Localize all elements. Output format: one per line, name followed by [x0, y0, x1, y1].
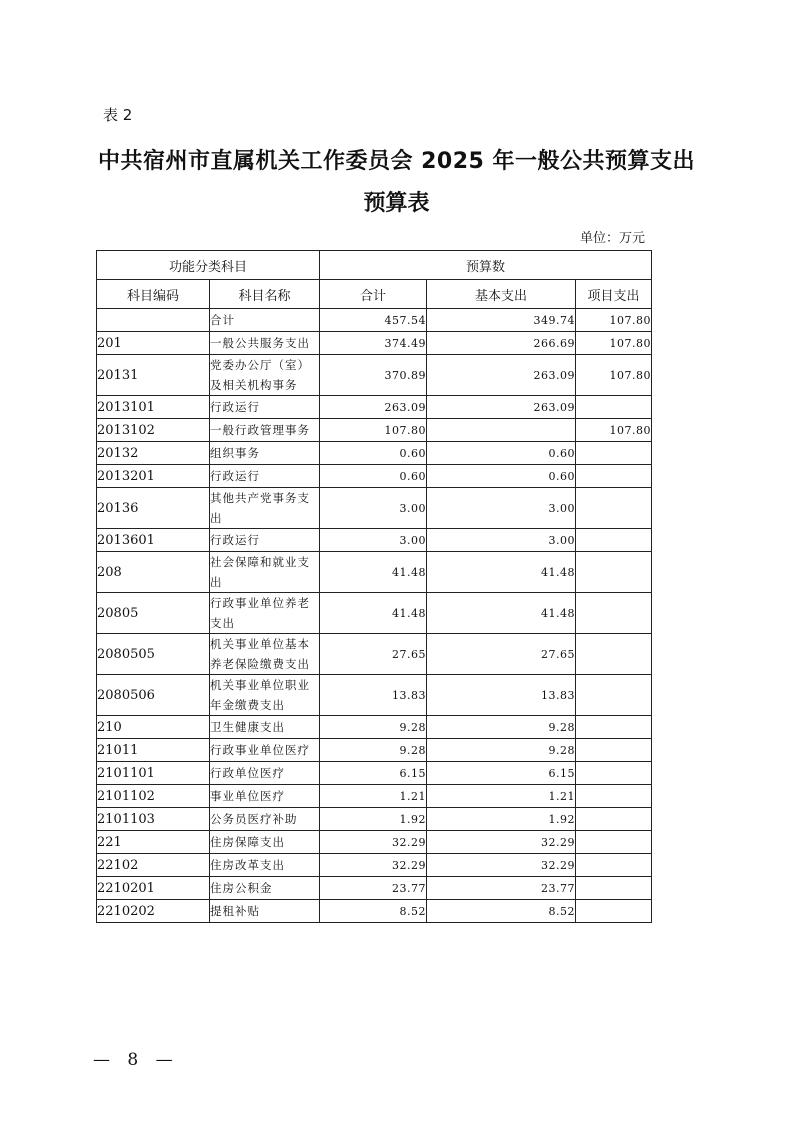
row-code-cell: 210 — [97, 716, 210, 739]
row-code-cell: 2210202 — [97, 900, 210, 923]
row-name-cell: 提租补贴 — [210, 900, 320, 923]
column-header-total: 合计 — [320, 280, 427, 309]
row-code-cell: 20131 — [97, 355, 210, 396]
document-title-line2: 预算表 — [363, 191, 430, 216]
row-name-cell: 行政运行 — [210, 396, 320, 419]
row-total-cell: 3.00 — [320, 488, 427, 529]
row-name-cell: 组织事务 — [210, 442, 320, 465]
row-basic-cell: 41.48 — [427, 552, 576, 593]
table-row — [97, 465, 652, 488]
row-project-cell — [576, 593, 652, 634]
group-header-budget: 预算数 — [320, 251, 652, 280]
row-basic-cell: 9.28 — [427, 739, 576, 762]
column-header-row — [97, 280, 652, 309]
row-project-cell — [576, 808, 652, 831]
row-name-cell: 公务员医疗补助 — [210, 808, 320, 831]
row-total-cell: 32.29 — [320, 831, 427, 854]
row-code-cell: 2101102 — [97, 785, 210, 808]
table-row — [97, 634, 652, 675]
table-row — [97, 831, 652, 854]
row-basic-cell: 13.83 — [427, 675, 576, 716]
row-code-cell: 2101103 — [97, 808, 210, 831]
row-basic-cell: 3.00 — [427, 488, 576, 529]
row-total-cell: 6.15 — [320, 762, 427, 785]
table-row — [97, 396, 652, 419]
row-name-cell: 事业单位医疗 — [210, 785, 320, 808]
row-project-cell — [576, 552, 652, 593]
row-name-cell: 一般公共服务支出 — [210, 332, 320, 355]
row-project-cell — [576, 488, 652, 529]
table-row — [97, 442, 652, 465]
table-row — [97, 739, 652, 762]
row-project-cell — [576, 442, 652, 465]
row-code-cell: 20136 — [97, 488, 210, 529]
row-name-cell: 机关事业单位职业年金缴费支出 — [210, 675, 320, 716]
page-number: — 8 — — [93, 1050, 179, 1070]
table-row — [97, 593, 652, 634]
row-total-cell: 41.48 — [320, 593, 427, 634]
row-project-cell — [576, 716, 652, 739]
table-row — [97, 332, 652, 355]
row-code-cell: 2013601 — [97, 529, 210, 552]
table-row — [97, 355, 652, 396]
row-code-cell: 2013201 — [97, 465, 210, 488]
table-row — [97, 785, 652, 808]
row-project-cell: 107.80 — [576, 419, 652, 442]
row-name-cell: 行政运行 — [210, 529, 320, 552]
row-project-cell — [576, 675, 652, 716]
row-name-cell: 党委办公厅（室）及相关机构事务 — [210, 355, 320, 396]
row-project-cell — [576, 877, 652, 900]
row-total-cell: 374.49 — [320, 332, 427, 355]
unit-label: 单位：万元 — [579, 231, 645, 246]
row-project-cell — [576, 785, 652, 808]
row-total-cell: 370.89 — [320, 355, 427, 396]
row-name-cell: 行政事业单位养老支出 — [210, 593, 320, 634]
row-code-cell: 208 — [97, 552, 210, 593]
table-row — [97, 716, 652, 739]
row-code-cell: 2013102 — [97, 419, 210, 442]
row-code-cell: 2080506 — [97, 675, 210, 716]
row-code-cell: 221 — [97, 831, 210, 854]
table-row — [97, 900, 652, 923]
row-total-cell: 23.77 — [320, 877, 427, 900]
row-basic-cell: 1.92 — [427, 808, 576, 831]
row-total-cell: 107.80 — [320, 419, 427, 442]
row-code-cell: 22102 — [97, 854, 210, 877]
row-project-cell — [576, 529, 652, 552]
row-total-cell: 13.83 — [320, 675, 427, 716]
table-row — [97, 419, 652, 442]
row-total-cell: 263.09 — [320, 396, 427, 419]
row-total-cell: 9.28 — [320, 716, 427, 739]
row-name-cell: 行政运行 — [210, 465, 320, 488]
row-basic-cell: 1.21 — [427, 785, 576, 808]
row-code-cell: 201 — [97, 332, 210, 355]
row-project-cell — [576, 900, 652, 923]
row-code-cell: 20132 — [97, 442, 210, 465]
row-basic-cell: 263.09 — [427, 355, 576, 396]
row-basic-cell: 349.74 — [427, 309, 576, 332]
row-total-cell: 27.65 — [320, 634, 427, 675]
row-total-cell: 1.21 — [320, 785, 427, 808]
row-name-cell: 社会保障和就业支出 — [210, 552, 320, 593]
group-header-function: 功能分类科目 — [97, 251, 320, 280]
row-total-cell: 32.29 — [320, 854, 427, 877]
row-total-cell: 1.92 — [320, 808, 427, 831]
column-header-name: 科目名称 — [210, 280, 320, 309]
row-code-cell: 20805 — [97, 593, 210, 634]
row-total-cell: 8.52 — [320, 900, 427, 923]
column-header-code: 科目编码 — [97, 280, 210, 309]
row-total-cell: 9.28 — [320, 739, 427, 762]
row-basic-cell: 8.52 — [427, 900, 576, 923]
row-project-cell — [576, 854, 652, 877]
document-title: 中共宿州市直属机关工作委员会 2025 年一般公共预算支出 — [97, 149, 696, 174]
row-total-cell: 0.60 — [320, 442, 427, 465]
row-total-cell: 3.00 — [320, 529, 427, 552]
row-name-cell: 卫生健康支出 — [210, 716, 320, 739]
row-basic-cell: 32.29 — [427, 831, 576, 854]
row-name-cell: 住房公积金 — [210, 877, 320, 900]
row-basic-cell: 263.09 — [427, 396, 576, 419]
row-name-cell: 其他共产党事务支出 — [210, 488, 320, 529]
table-number: 表 2 — [103, 106, 133, 124]
row-code-cell: 2210201 — [97, 877, 210, 900]
row-basic-cell: 6.15 — [427, 762, 576, 785]
table-row — [97, 808, 652, 831]
table-row — [97, 309, 652, 332]
row-project-cell — [576, 465, 652, 488]
table-row — [97, 675, 652, 716]
row-name-cell: 住房保障支出 — [210, 831, 320, 854]
row-total-cell: 457.54 — [320, 309, 427, 332]
row-code-cell: 2080505 — [97, 634, 210, 675]
column-header-project: 项目支出 — [576, 280, 652, 309]
row-code-cell — [97, 309, 210, 332]
row-project-cell — [576, 762, 652, 785]
row-basic-cell — [427, 419, 576, 442]
row-basic-cell: 41.48 — [427, 593, 576, 634]
row-project-cell — [576, 634, 652, 675]
row-total-cell: 0.60 — [320, 465, 427, 488]
row-basic-cell: 3.00 — [427, 529, 576, 552]
table-row — [97, 488, 652, 529]
row-project-cell — [576, 831, 652, 854]
row-code-cell: 2101101 — [97, 762, 210, 785]
row-basic-cell: 32.29 — [427, 854, 576, 877]
row-name-cell: 一般行政管理事务 — [210, 419, 320, 442]
group-header-row — [97, 251, 652, 280]
row-project-cell — [576, 739, 652, 762]
table-row — [97, 762, 652, 785]
budget-table — [96, 250, 652, 923]
row-basic-cell: 0.60 — [427, 442, 576, 465]
table-row — [97, 529, 652, 552]
row-project-cell: 107.80 — [576, 332, 652, 355]
table-row — [97, 877, 652, 900]
row-basic-cell: 9.28 — [427, 716, 576, 739]
row-basic-cell: 27.65 — [427, 634, 576, 675]
row-name-cell: 行政单位医疗 — [210, 762, 320, 785]
row-name-cell: 机关事业单位基本养老保险缴费支出 — [210, 634, 320, 675]
row-basic-cell: 266.69 — [427, 332, 576, 355]
row-basic-cell: 0.60 — [427, 465, 576, 488]
row-code-cell: 21011 — [97, 739, 210, 762]
row-project-cell: 107.80 — [576, 309, 652, 332]
table-row — [97, 552, 652, 593]
row-project-cell: 107.80 — [576, 355, 652, 396]
row-project-cell — [576, 396, 652, 419]
row-code-cell: 2013101 — [97, 396, 210, 419]
row-name-cell: 住房改革支出 — [210, 854, 320, 877]
table-row — [97, 854, 652, 877]
row-basic-cell: 23.77 — [427, 877, 576, 900]
row-name-cell: 行政事业单位医疗 — [210, 739, 320, 762]
row-name-cell: 合计 — [210, 309, 320, 332]
row-total-cell: 41.48 — [320, 552, 427, 593]
column-header-basic: 基本支出 — [427, 280, 576, 309]
